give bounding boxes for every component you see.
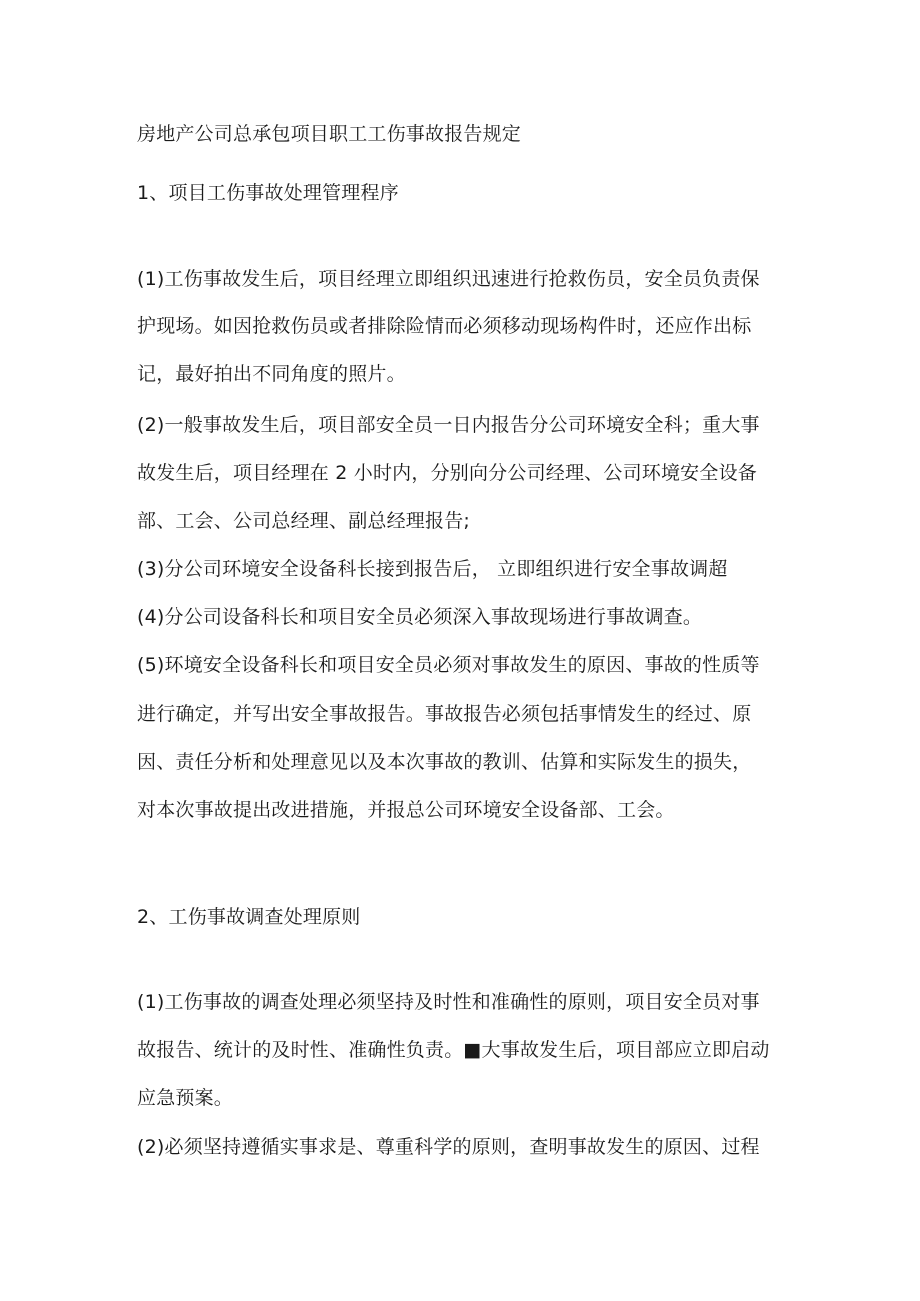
section-1-p2-line-2: 故发生后，项目经理在 2 小时内，分别向分公司经理、公司环境安全设备	[137, 462, 757, 484]
section-1-p5-line-1: (5)环境安全设备科长和项目安全员必须对事故发生的原因、事故的性质等	[137, 654, 760, 676]
section-1-p5-line-3: 因、责任分析和处理意见以及本次事故的教训、估算和实际发生的损失，	[137, 751, 752, 773]
section-2-heading: 2、工伤事故调查处理原则	[137, 906, 361, 928]
section-1-p4-line-1: (4)分公司设备科长和项目安全员必须深入事故现场进行事故调查。	[137, 606, 703, 628]
section-2-p1-line-1: (1)工伤事故的调查处理必须坚持及时性和准确性的原则，项目安全员对事	[137, 991, 760, 1013]
section-1-p3-line-1: (3)分公司环境安全设备科长接到报告后， 立即组织进行安全事故调超	[137, 558, 728, 580]
section-1-p2-line-1: (2)一般事故发生后，项目部安全员一日内报告分公司环境安全科；重大事	[137, 414, 760, 436]
section-1-p5-line-4: 对本次事故提出改进措施，并报总公司环境安全设备部、工会。	[137, 799, 675, 821]
section-2-p1-line-3: 应急预案。	[137, 1087, 234, 1109]
section-1-p1-line-2: 护现场。如因抢救伤员或者排除险情而必须移动现场构件时，还应作出标	[137, 315, 752, 337]
section-1-p2-line-3: 部、工会、公司总经理、副总经理报告;	[137, 510, 471, 532]
section-1-p1-line-3: 记，最好拍出不同角度的照片。	[137, 363, 406, 385]
section-1-p1-line-1: (1)工伤事故发生后，项目经理立即组织迅速进行抢救伤员，安全员负责保	[137, 268, 760, 290]
document-title: 房地产公司总承包项目职工工伤事故报告规定	[137, 123, 522, 145]
section-2-p2-line-1: (2)必须坚持遵循实事求是、尊重科学的原则，查明事故发生的原因、过程	[137, 1136, 760, 1158]
section-2-p1-line-2: 故报告、统计的及时性、准确性负责。■大事故发生后，项目部应立即启动	[137, 1039, 770, 1061]
section-1-heading: 1、项目工伤事故处理管理程序	[137, 182, 399, 204]
section-1-p5-line-2: 进行确定，并写出安全事故报告。事故报告必须包括事情发生的经过、原	[137, 703, 752, 725]
